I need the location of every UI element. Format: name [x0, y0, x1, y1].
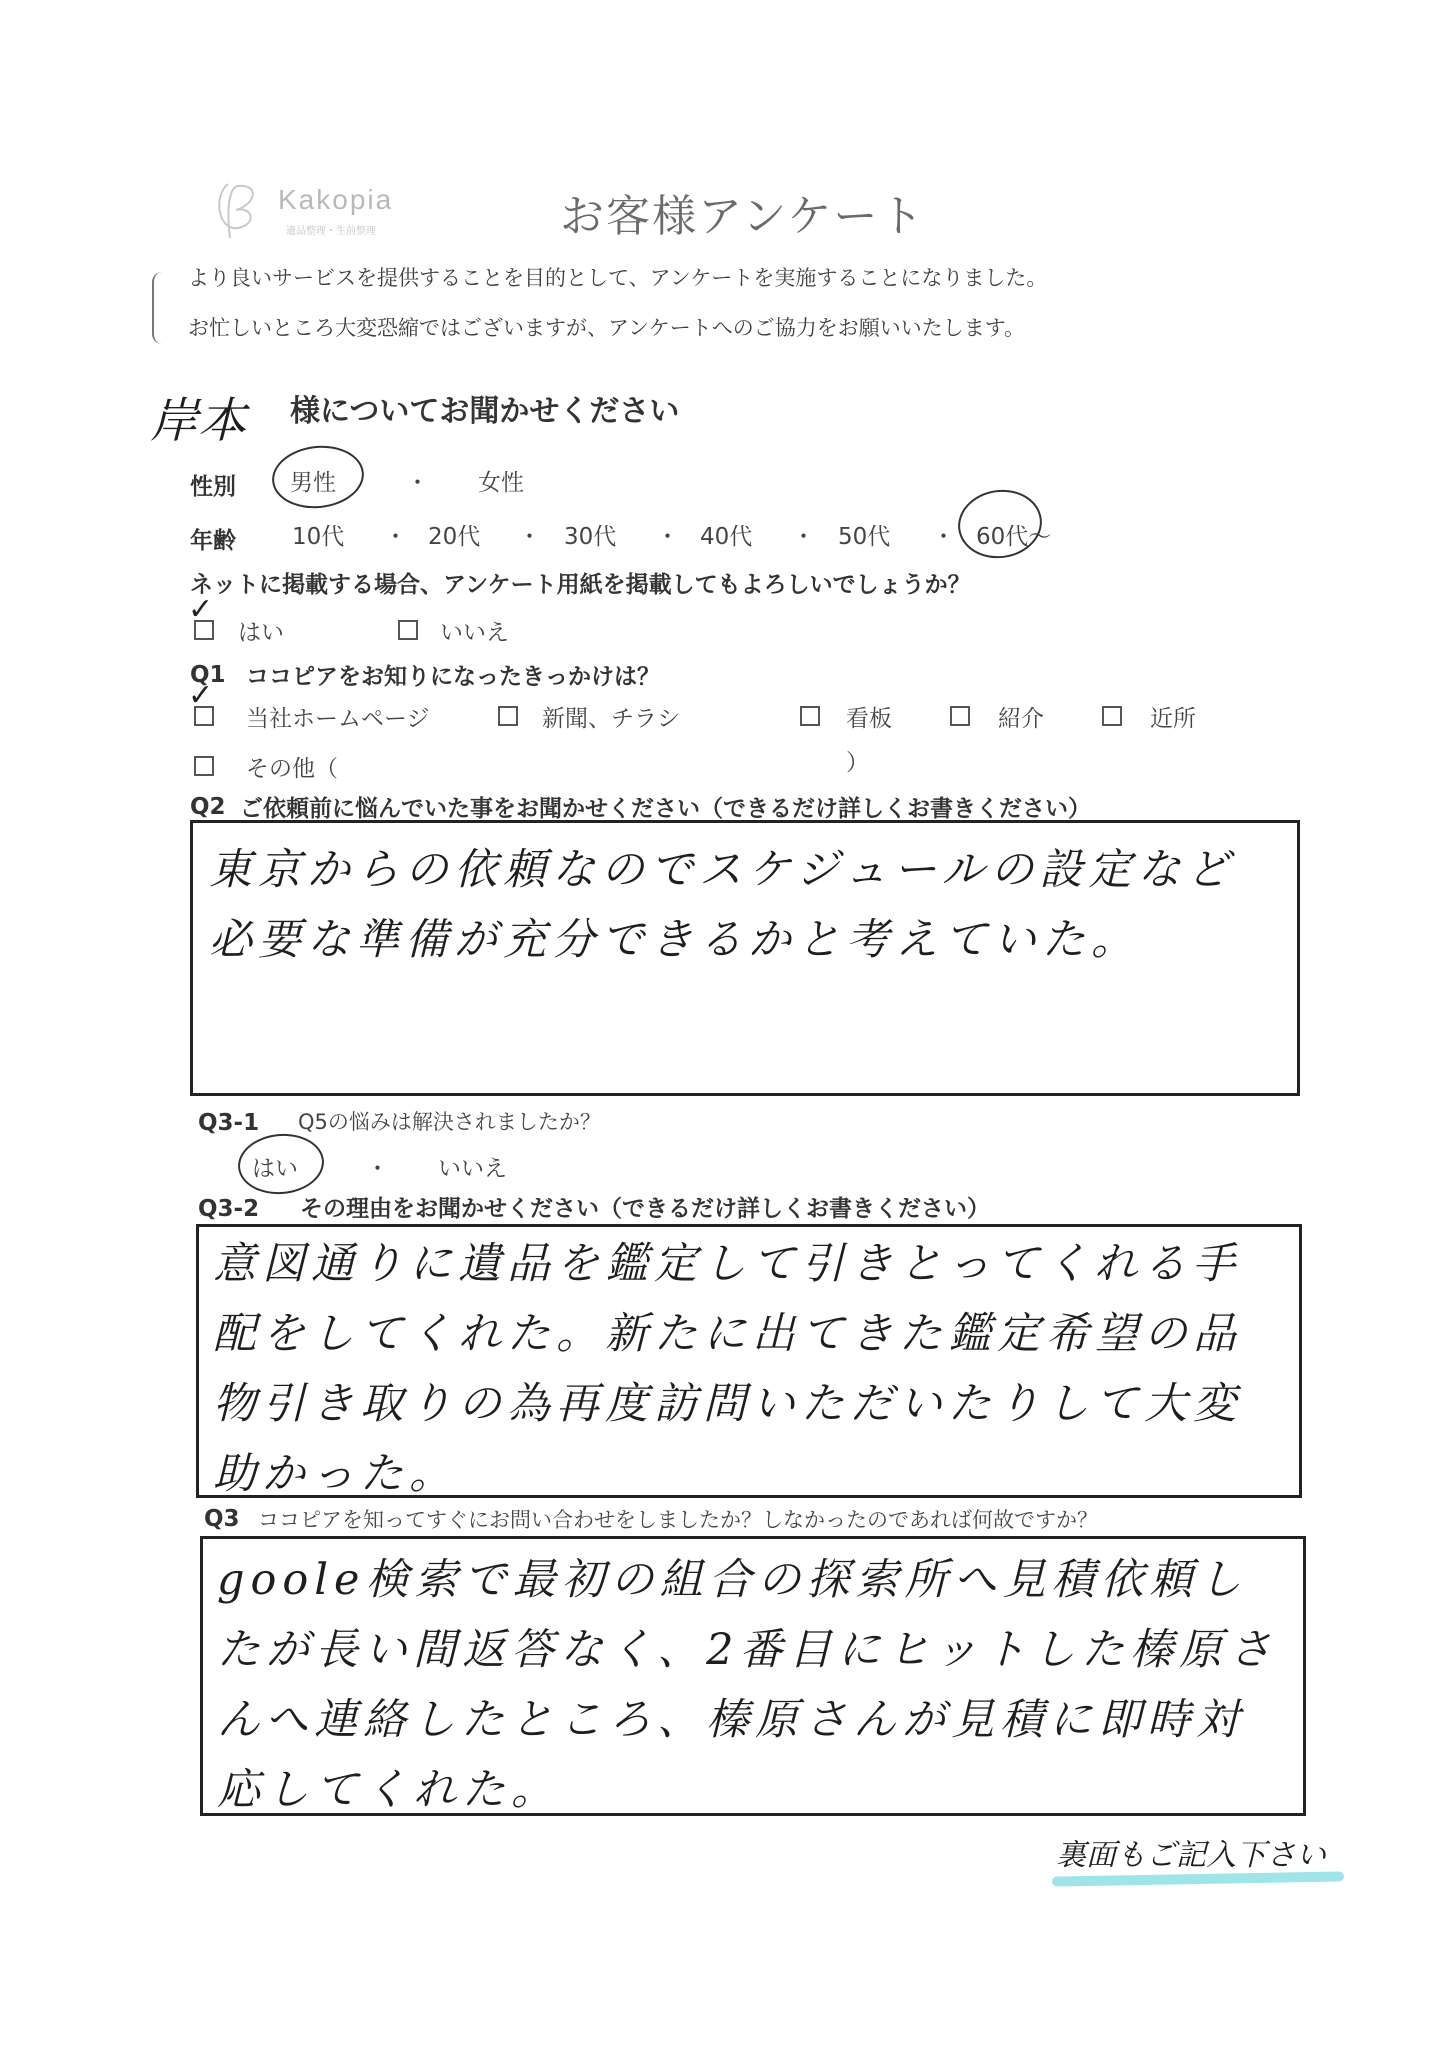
q1-other-checkbox[interactable] — [194, 756, 214, 776]
q1-neighborhood-checkbox[interactable] — [1102, 706, 1122, 726]
q2-label: Q2 — [190, 794, 226, 820]
publish-yes-checkmark: ✓ — [188, 592, 214, 627]
gender-selected-circle — [269, 441, 367, 512]
q3-1-question: Q5の悩みは解決されましたか？ — [298, 1110, 601, 1134]
age-separator: ・ — [932, 524, 955, 550]
age-selected-circle — [954, 484, 1047, 563]
customer-surname[interactable]: 岸本 — [150, 393, 247, 449]
age-option-20s[interactable]: 20代 — [428, 524, 481, 550]
gender-option-female[interactable]: 女性 — [478, 470, 524, 496]
logo-name: Kakopia — [278, 184, 394, 215]
publish-question: ネットに掲載する場合、アンケート用紙を掲載してもよろしいでしょうか？ — [190, 572, 971, 598]
q1-newspaper-checkbox[interactable] — [498, 706, 518, 726]
intro-line-2: お忙しいところ大変恐縮ではございますが、アンケートへのご協力をお願いいたします。 — [188, 316, 1026, 340]
q3-2-question: その理由をお聞かせください（できるだけ詳しくお書きください） — [300, 1196, 990, 1222]
q1-option-homepage: 当社ホームページ — [246, 706, 430, 732]
q3-1-selected-circle — [236, 1130, 327, 1197]
q1-option-referral: 紹介 — [998, 706, 1044, 732]
age-label: 年齢 — [190, 528, 236, 554]
q1-label: Q1 — [190, 662, 226, 688]
q1-option-newspaper: 新聞、チラシ — [542, 706, 680, 732]
footer-note: 裏面もご記入下さい — [1056, 1838, 1326, 1873]
q3-2-label: Q3-2 — [198, 1196, 260, 1222]
customer-heading: 様についてお聞かせください — [290, 394, 680, 429]
age-separator: ・ — [518, 524, 541, 550]
q3-answer-text: goole検索で最初の組合の探索所へ見積依頼したが長い間返答なく、2番目にヒットした榛原さんへ連絡したところ、榛原さんが見積に即時対応してくれた。 — [217, 1555, 1278, 1815]
q3-answer-box[interactable] — [200, 1536, 1306, 1816]
q3-1-option-yes[interactable]: はい — [252, 1156, 298, 1182]
publish-yes-label: はい — [238, 620, 284, 646]
publish-no-checkbox[interactable] — [398, 620, 418, 640]
age-separator: ・ — [656, 524, 679, 550]
q2-answer-box[interactable] — [190, 820, 1300, 1096]
publish-no-label: いいえ — [440, 620, 509, 646]
q3-1-label: Q3-1 — [198, 1110, 260, 1136]
q1-signboard-checkbox[interactable] — [800, 706, 820, 726]
kakopia-logo-icon — [208, 176, 268, 246]
intro-bracket — [152, 272, 168, 344]
q1-referral-checkbox[interactable] — [950, 706, 970, 726]
gender-separator: ・ — [406, 470, 429, 496]
age-option-40s[interactable]: 40代 — [700, 524, 753, 550]
q3-label: Q3 — [204, 1506, 240, 1532]
q3-1-option-no[interactable]: いいえ — [438, 1156, 507, 1182]
q3-question: ココピアを知ってすぐにお問い合わせをしましたか？しなかったのであれば何故ですか？ — [258, 1508, 1098, 1532]
page-title: お客様アンケート — [560, 191, 926, 242]
q1-other-close: ） — [846, 750, 869, 776]
age-separator: ・ — [384, 524, 407, 550]
q3-2-answer-box[interactable] — [196, 1224, 1302, 1498]
q1-question: ココピアをお知りになったきっかけは？ — [246, 664, 660, 690]
age-separator: ・ — [792, 524, 815, 550]
q3-2-answer-text: 意図通りに遺品を鑑定して引きとってくれる手配をしてくれた。新たに出てきた鑑定希望の品物引き取りの為再度訪問いただいたりして大変助かった。 — [213, 1239, 1242, 1499]
logo-subtitle: 遺品整理・生前整理 — [286, 226, 376, 237]
q2-answer-text: 東京からの依頼なのでスケジュールの設定など必要な準備が充分できるかと考えていた。 — [209, 845, 1236, 965]
q1-option-neighborhood: 近所 — [1150, 706, 1196, 732]
intro-line-1: より良いサービスを提供することを目的として、アンケートを実施することになりました。 — [188, 266, 1048, 290]
q1-option-signboard: 看板 — [846, 706, 892, 732]
q1-option-other: その他（ — [246, 756, 338, 782]
age-option-50s[interactable]: 50代 — [838, 524, 891, 550]
q3-1-separator: ・ — [366, 1156, 389, 1182]
age-option-10s[interactable]: 10代 — [292, 524, 345, 550]
age-option-60s-plus[interactable]: 60代〜 — [976, 524, 1052, 550]
age-option-30s[interactable]: 30代 — [564, 524, 617, 550]
gender-label: 性別 — [190, 474, 236, 500]
gender-option-male[interactable]: 男性 — [290, 470, 336, 496]
q2-question: ご依頼前に悩んでいた事をお聞かせください（できるだけ詳しくお書きください） — [240, 796, 1091, 822]
q1-homepage-checkmark: ✓ — [188, 678, 214, 713]
